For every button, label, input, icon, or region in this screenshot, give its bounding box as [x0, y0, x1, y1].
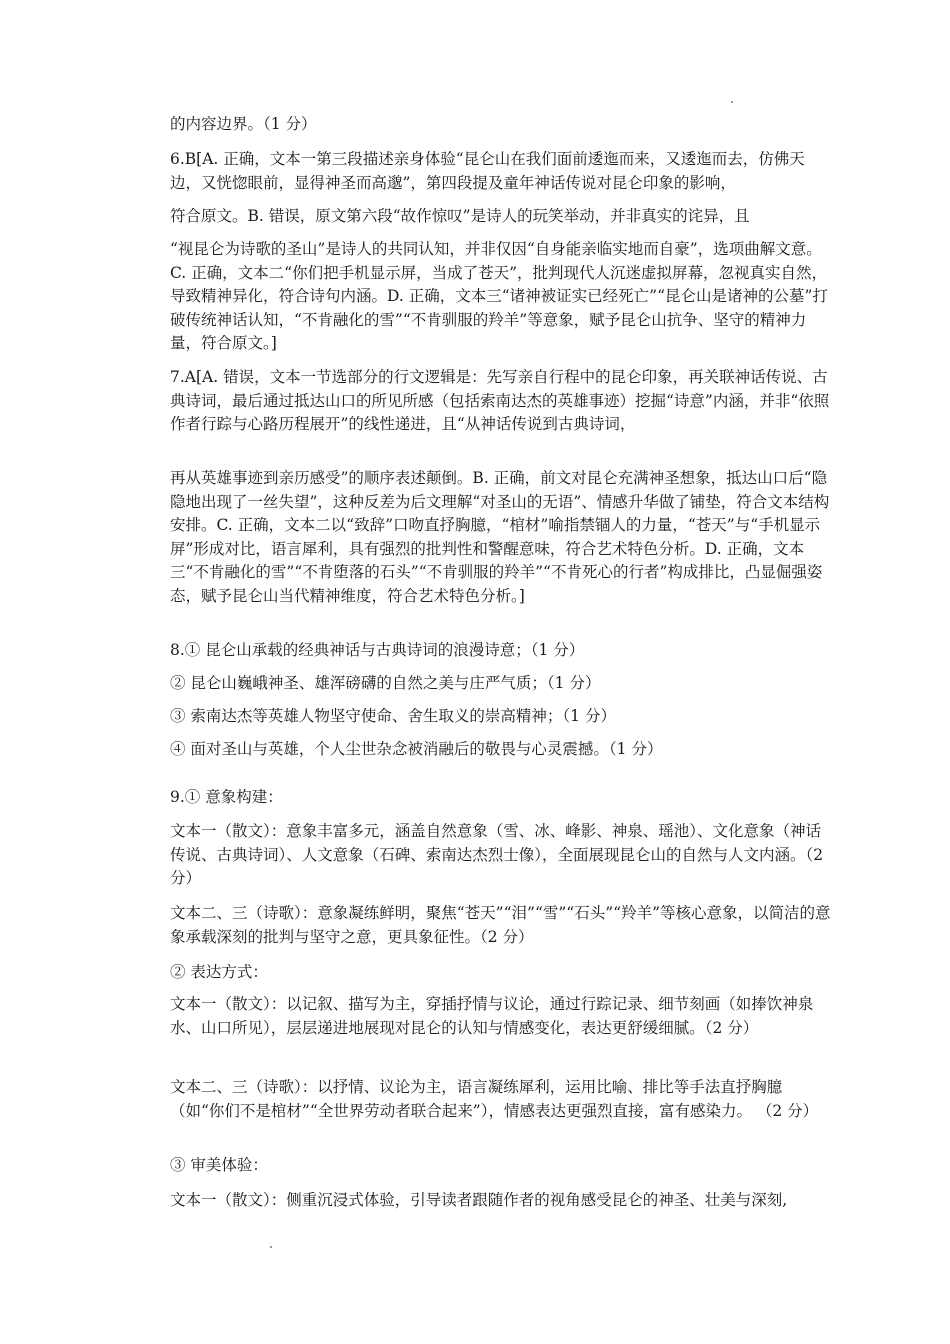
answer-9-heading-aesthetic: ③ 审美体验：	[170, 1156, 268, 1174]
answer-6-part1: 6.B[A. 正确，文本一第三段描述亲身体验“昆仑山在我们面前逶迤而来，又逶迤而去，仿佛天边，又恍惚眼前，显得神圣而高邈”，第四段提及童年神话传说对昆仑印象的影响，	[170, 150, 805, 192]
answer-6-part2: 符合原文。B. 错误，原文第六段“故作惊叹”是诗人的玩笑举动，并非真实的诧异，且	[170, 207, 750, 225]
answer-9-heading-expression: ② 表达方式：	[170, 963, 268, 981]
answer-8-item4: ④ 面对圣山与英雄，个人尘世杂念被消融后的敬畏与心灵震撼。（1 分）	[170, 740, 663, 758]
scan-dot-bottom	[270, 1246, 272, 1248]
answer-8-item1: 8.① 昆仑山承载的经典神话与古典诗词的浪漫诗意；（1 分）	[170, 641, 585, 659]
answer-9-heading-imagery: 9.① 意象构建：	[170, 788, 283, 806]
answer-9-aesthetic-text1: 文本一（散文）：侧重沉浸式体验，引导读者跟随作者的视角感受昆仑的神圣、壮美与深刻,	[170, 1191, 788, 1209]
answer-9-imagery-text1: 文本一（散文）：意象丰富多元，涵盖自然意象（雪、冰、峰影、神泉、瑶池）、文化意象（神话传说、古典诗词）、人文意象（石碑、索南达杰烈士像），全面展现昆仑山的自然与人文内涵。（2 分）	[170, 822, 824, 887]
answer-9-imagery-text2: 文本二、三（诗歌）：意象凝练鲜明，聚焦“苍天”“泪”“雪”“石头”“羚羊”等核心意象，以简洁的意象承载深刻的批判与坚守之意，更具象征性。（2 分）	[170, 904, 831, 946]
answer-9-expression-text2: 文本二、三（诗歌）：以抒情、议论为主，语言凝练犀利，运用比喻、排比等手法直抒胸臆（如“你们不是棺材”“全世界劳动者联合起来”），情感表达更强烈直接，富有感染力。 （2 分）	[170, 1078, 819, 1120]
answer-8-item2: ② 昆仑山巍峨神圣、雄浑磅礴的自然之美与庄严气质；（1 分）	[170, 674, 601, 692]
answer-8-item3: ③ 索南达杰等英雄人物坚守使命、舍生取义的崇高精神；（1 分）	[170, 707, 616, 725]
answer-7-part2: 再从英雄事迹到亲历感受”的顺序表述颠倒。B. 正确，前文对昆仑充满神圣想象，抵达山口后“隐隐地出现了一丝失望”，这种反差为后文理解“对圣山的无语”、情感升华做了铺垫，符合文本结构安排。C. 正确，文本二以“致辞”口吻直抒胸臆，“棺材”喻指禁锢人的力量，“苍天”与“手机显示屏”形成对比，语言犀利，具有强烈的批判性和警醒意味，符合艺术特色分析。D. 正确，文本三“不肯融化的雪”“不肯堕落的石头”“不肯驯服的羚羊”“不肯死心的行者”构成排比，凸显倔强姿态，赋予昆仑山当代精神维度，符合艺术特色分析。]	[170, 469, 830, 605]
paragraph-continuation: 的内容边界。（1 分）	[170, 115, 317, 133]
scan-dot-top	[731, 101, 733, 103]
answer-9-expression-text1: 文本一（散文）：以记叙、描写为主，穿插抒情与议论，通过行踪记录、细节刻画（如捧饮神泉水、山口所见），层层递进地展现对昆仑的认知与情感变化，表达更舒缓细腻。（2 分）	[170, 995, 814, 1037]
answer-6-part3: “视昆仑为诗歌的圣山”是诗人的共同认知，并非仅因“自身能亲临实地而自豪”，选项曲解文意。C. 正确，文本二“你们把手机显示屏，当成了苍天”，批判现代人沉迷虚拟屏幕，忽视真实自然，导致精神异化，符合诗句内涵。D. 正确，文本三“诸神被证实已经死亡”“昆仑山是诸神的公墓”打破传统神话认知，“不肯融化的雪”“不肯驯服的羚羊”等意象，赋予昆仑山抗争、坚守的精神力量，符合原文。]	[170, 240, 828, 352]
answer-7-part1: 7.A[A. 错误，文本一节选部分的行文逻辑是：先写亲自行程中的昆仑印象，再关联神话传说、古典诗词，最后通过抵达山口的所见所感（包括索南达杰的英雄事迹）挖掘“诗意”内涵，并非“依照作者行踪与心路历程展开”的线性递进，且“从神话传说到古典诗词，	[170, 368, 830, 433]
